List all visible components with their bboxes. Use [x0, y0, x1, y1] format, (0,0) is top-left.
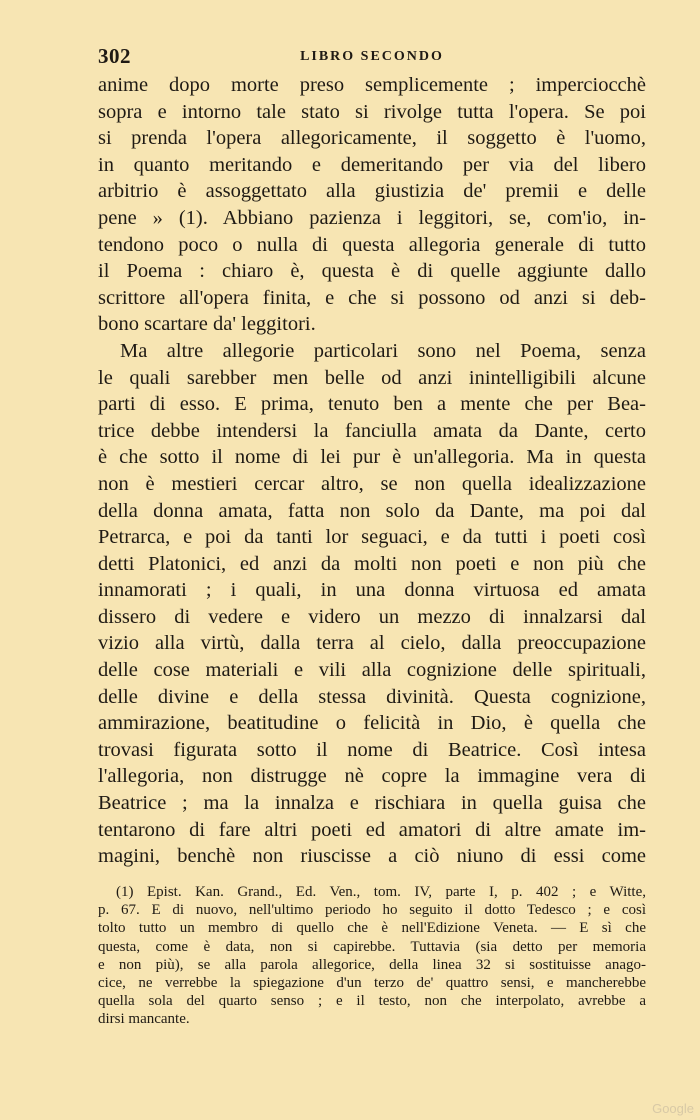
body-line: tendono poco o nulla di questa allegoria generale di tutto [98, 233, 646, 256]
watermark: Google [652, 1101, 694, 1116]
body-line: è che sotto il nome di lei pur è un'allegoria. Ma in questa [98, 446, 646, 469]
page-header [98, 44, 646, 70]
body-line: Petrarca, e poi da tanti lor seguaci, e da tutti i poeti così [98, 526, 646, 549]
body-line: Ma altre allegorie particolari sono nel Poema, senza [120, 339, 646, 362]
footnote-line: (1) Epist. Kan. Grand., Ed. Ven., tom. IV, parte I, p. 402 ; e Witte, [116, 884, 646, 900]
body-text [98, 72, 646, 870]
body-line: arbitrio è assoggettato alla giustizia de' premii e delle [98, 180, 646, 203]
body-line: trovasi figurata sotto il nome di Beatrice. Così intesa [98, 738, 646, 761]
body-line: innamorati ; i quali, in una donna virtuosa ed amata [98, 579, 646, 602]
body-line: delle cose materiali e vili alla cognizione delle spirituali, [98, 659, 646, 682]
body-line: sopra e intorno tale stato si rivolge tutta l'opera. Se poi [98, 100, 646, 123]
body-line: in quanto meritando e demeritando per via del libero [98, 153, 646, 176]
footnote-line: cice, ne verrebbe la spiegazione d'un terzo de' quattro sensi, e mancherebbe [98, 975, 646, 992]
body-line: anime dopo morte preso semplicemente ; imperciocchè [98, 74, 646, 96]
body-line: le quali sarebber men belle od anzi inintelligibili alcune [98, 366, 646, 389]
body-line: ammirazione, beatitudine o felicità in Dio, è quella che [98, 712, 646, 735]
footnote-line: dirsi mancante. [98, 1011, 190, 1028]
body-line: non è mestieri cercar altro, se non quella idealizzazione [98, 472, 646, 495]
body-line: della donna amata, fatta non solo da Dante, ma poi dal [98, 499, 646, 522]
body-line: l'allegoria, non distrugge nè copre la immagine vera di [98, 765, 646, 788]
footnote-line: e non più), se alla parola allegorice, della linea 32 si sostituisse anago- [98, 956, 646, 973]
body-line: Beatrice ; ma la innalza e rischiara in quella guisa che [98, 792, 646, 815]
body-line: magini, benchè non riuscisse a ciò niuno di essi come [98, 845, 646, 868]
body-line: detti Platonici, ed anzi da molti non poeti e non più che [98, 552, 646, 575]
body-line: dissero di vedere e videro un mezzo di innalzarsi dal [98, 605, 646, 628]
body-line: pene » (1). Abbiano pazienza i leggitori, se, com'io, in- [98, 206, 646, 229]
body-line: trice debbe intendersi la fanciulla amata da Dante, certo [98, 419, 646, 442]
running-head: LIBRO SECONDO [300, 49, 444, 64]
body-line: bono scartare da' leggitori. [98, 313, 316, 336]
footnote-line: quella sola del quarto senso ; e il testo, non che interpolato, avrebbe a [98, 993, 646, 1010]
footnote-line: tolto tutto un membro di quello che è nell'Edizione Veneta. — E sì che [98, 920, 646, 937]
footnote-line: p. 67. E di nuovo, nell'ultimo periodo ho seguito il dotto Tedesco ; e così [98, 902, 646, 919]
body-line: il Poema : chiaro è, questa è di quelle aggiunte dallo [98, 260, 646, 283]
body-line: delle divine e della stessa divinità. Questa cognizione, [98, 685, 646, 708]
footnote-line: questa, come è data, non si capirebbe. Tuttavia (sia detto per memoria [98, 938, 646, 955]
page-number: 302 [98, 44, 131, 68]
footnotes [98, 883, 646, 1029]
body-line: scrittore all'opera finita, e che si possono od anzi si deb- [98, 286, 646, 309]
body-line: tentarono di fare altri poeti ed amatori di altre amate im- [98, 818, 646, 841]
body-line: si prenda l'opera allegoricamente, il soggetto è l'uomo, [98, 127, 646, 150]
body-line: parti di esso. E prima, tenuto ben a mente che per Bea- [98, 393, 646, 416]
body-line: vizio alla virtù, dalla terra al cielo, dalla preoccupazione [98, 632, 646, 655]
